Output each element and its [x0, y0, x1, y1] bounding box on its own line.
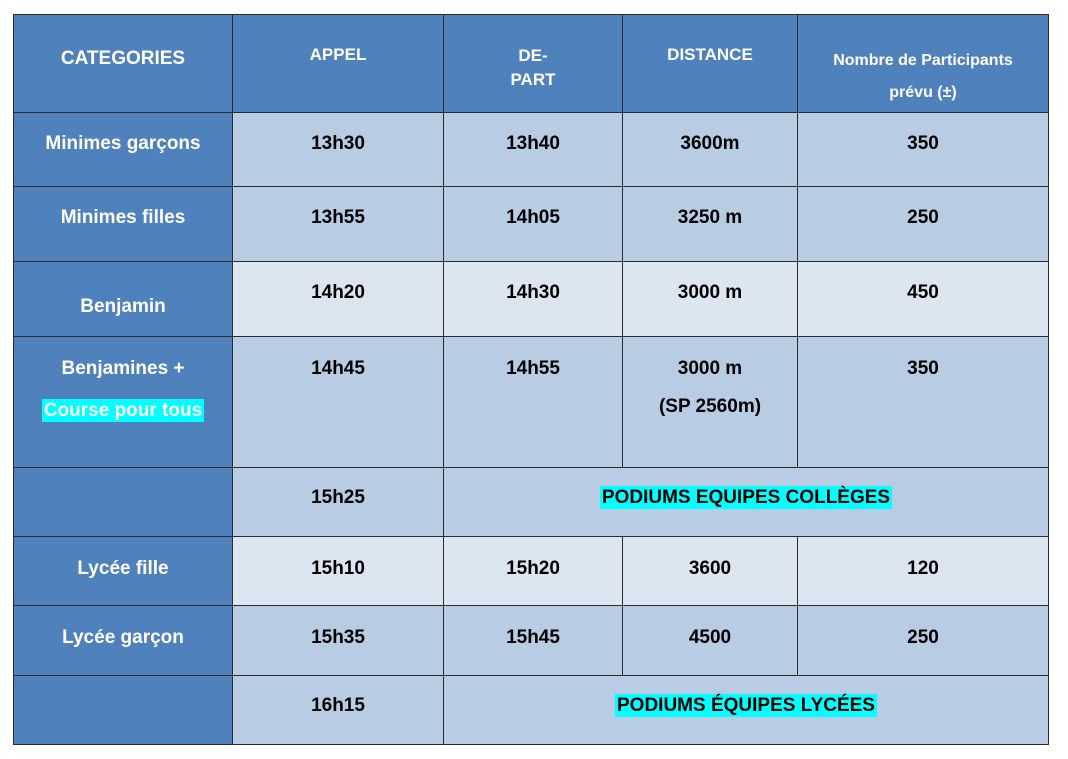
appel-value: 14h45 [311, 358, 365, 379]
appel-value: 14h20 [311, 282, 365, 303]
appel-cell [233, 262, 444, 337]
distance-cell [623, 113, 798, 187]
distance-cell [623, 537, 798, 606]
depart-cell [444, 113, 623, 187]
schedule-table [13, 14, 1049, 745]
category-label: Minimes filles [60, 207, 186, 228]
depart-cell [444, 606, 623, 676]
appel-cell [233, 337, 444, 468]
appel-cell [233, 537, 444, 606]
category-cell [14, 113, 233, 187]
appel-value: 13h55 [311, 207, 365, 228]
category-extra-wrap [14, 380, 232, 422]
participants-value: 450 [907, 282, 939, 303]
header-categories-label: CATEGORIES [60, 48, 186, 69]
participants-cell [798, 606, 1049, 676]
appel-cell [233, 113, 444, 187]
depart-value: 14h30 [506, 282, 560, 303]
distance-value: 3600 [688, 558, 732, 579]
distance-value: 3000 m [677, 358, 743, 379]
category-cell [14, 537, 233, 606]
header-categories [14, 15, 233, 113]
appel-value: 16h15 [311, 695, 365, 716]
distance-value: 3250 m [677, 207, 743, 228]
header-participants-line2: prévu (±) [889, 84, 957, 101]
header-row [14, 15, 1049, 113]
distance-value: 3000 m [677, 282, 743, 303]
appel-value: 15h35 [311, 627, 365, 648]
header-appel-label: APPEL [309, 45, 367, 64]
category-label: Benjamines + [61, 358, 185, 379]
header-depart-line1: DE- [518, 46, 548, 65]
participants-value: 120 [907, 558, 939, 579]
table-row [14, 262, 1049, 337]
participants-value: 250 [907, 207, 939, 228]
header-appel [233, 15, 444, 113]
distance-value: 3600m [680, 133, 740, 154]
category-cell [14, 262, 233, 337]
participants-value: 350 [907, 358, 939, 379]
participants-cell [798, 537, 1049, 606]
appel-cell [233, 468, 444, 537]
depart-value: 14h55 [506, 358, 560, 379]
header-participants-label [798, 15, 1048, 109]
participants-cell [798, 113, 1049, 187]
category-cell [14, 606, 233, 676]
header-depart [444, 15, 623, 113]
depart-value: 15h45 [506, 627, 560, 648]
participants-cell [798, 337, 1049, 468]
table-row [14, 676, 1049, 745]
header-participants [798, 15, 1049, 113]
distance-value: 4500 [688, 627, 732, 648]
header-participants-line1: Nombre de Participants [833, 52, 1013, 69]
category-cell [14, 187, 233, 262]
category-cell [14, 468, 233, 537]
appel-cell [233, 676, 444, 745]
table-row [14, 337, 1049, 468]
table-row [14, 113, 1049, 187]
podiums-lycees-highlight: PODIUMS ÉQUIPES LYCÉES [617, 695, 875, 716]
category-label [14, 468, 232, 487]
podiums-colleges-highlight: PODIUMS EQUIPES COLLÈGES [601, 487, 891, 508]
category-label: Lycée garçon [62, 627, 184, 648]
depart-value: 15h20 [506, 558, 560, 579]
distance-cell [623, 337, 798, 468]
header-distance-label: DISTANCE [667, 45, 753, 64]
header-depart-label [444, 15, 622, 92]
depart-cell [444, 337, 623, 468]
depart-value: 13h40 [506, 133, 560, 154]
category-cell [14, 337, 233, 468]
distance-cell [623, 262, 798, 337]
table-row [14, 606, 1049, 676]
depart-cell [444, 187, 623, 262]
category-label: Benjamin [80, 296, 166, 317]
distance-cell [623, 187, 798, 262]
appel-value: 13h30 [311, 133, 365, 154]
event-cell [444, 676, 1049, 745]
participants-cell [798, 187, 1049, 262]
distance-extra-value: (SP 2560m) [658, 396, 762, 417]
appel-cell [233, 187, 444, 262]
depart-value: 14h05 [506, 207, 560, 228]
participants-value: 250 [907, 627, 939, 648]
header-distance [623, 15, 798, 113]
distance-cell [623, 606, 798, 676]
depart-cell [444, 537, 623, 606]
event-cell [444, 468, 1049, 537]
table-row [14, 187, 1049, 262]
category-label [14, 676, 232, 695]
category-cell [14, 676, 233, 745]
appel-value: 15h10 [311, 558, 365, 579]
event-wrap [444, 676, 1048, 717]
header-depart-line2: PART [510, 70, 556, 89]
table-row [14, 468, 1049, 537]
table-row [14, 537, 1049, 606]
course-pour-tous-highlight: Course pour tous [43, 400, 203, 421]
participants-cell [798, 262, 1049, 337]
appel-value: 15h25 [311, 487, 365, 508]
category-label: Minimes garçons [45, 133, 201, 154]
appel-cell [233, 606, 444, 676]
depart-cell [444, 262, 623, 337]
event-wrap [444, 468, 1048, 509]
category-label: Lycée fille [77, 558, 169, 579]
participants-value: 350 [907, 133, 939, 154]
